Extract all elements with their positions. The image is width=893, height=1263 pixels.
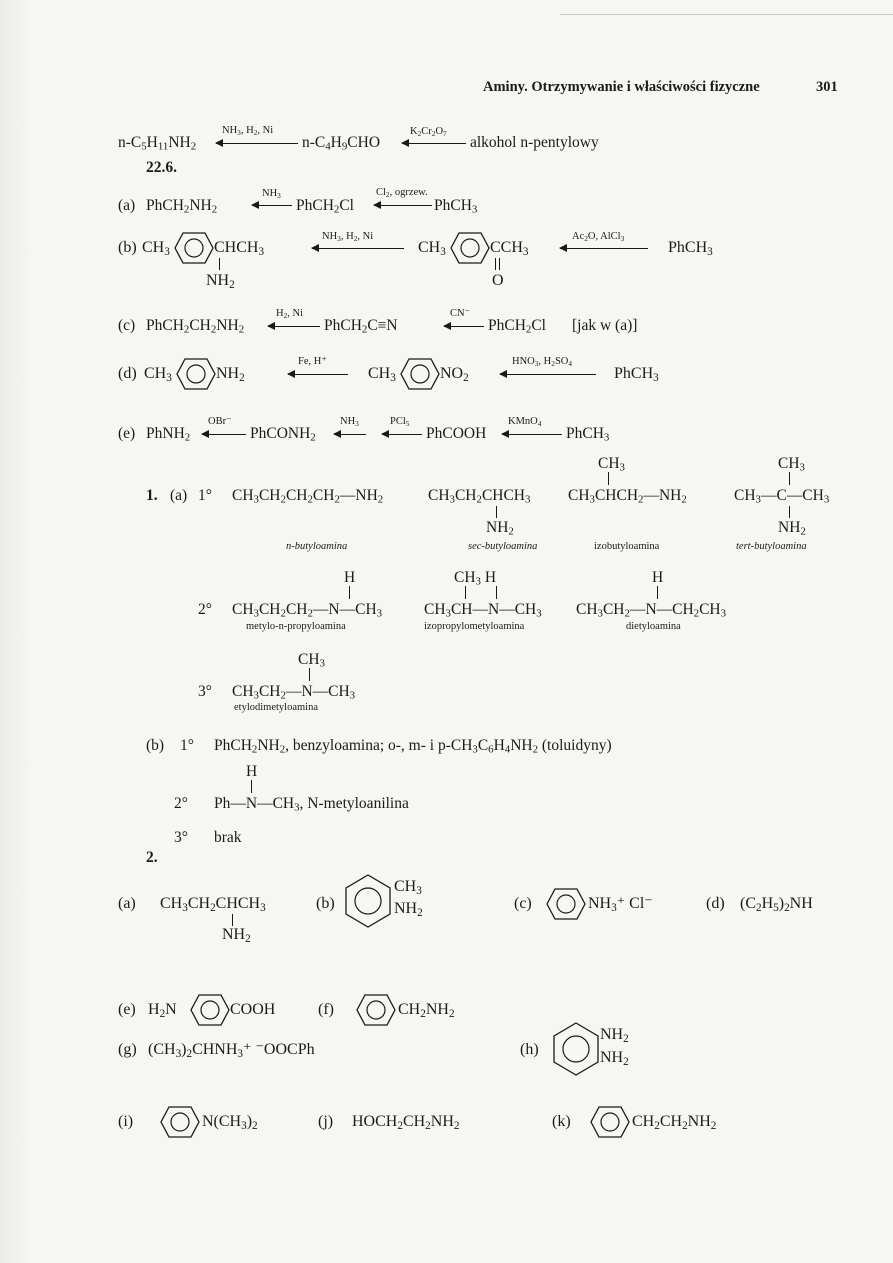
q2-number: 2. <box>146 849 158 866</box>
eq-top-reagent-1: $NH_3$, $H_2$, Ni <box>222 125 274 137</box>
q1-b-primary-degree: 1° <box>180 737 194 754</box>
q1-p1-formula: $CH_3CH_2CH_2CH_2—NH_2$ <box>232 487 384 506</box>
syn-e-reagent-4: KMnO$_4$ <box>508 416 542 428</box>
q1-t1-formula: $CH_3CH_2—N—CH_3$ <box>232 683 356 702</box>
syn-e-product: PhNH$_2$ <box>146 425 191 444</box>
benzene-ring-icon <box>176 358 216 390</box>
q1-b-primary-text: $PhCH_2NH_2$, benzyloamina; o-, m- i $p-CH_3C_6H_4NH_2$ (toluidyny) <box>214 737 612 756</box>
syn-d-tag: (d) <box>118 365 137 382</box>
syn-e-start: PhCH$_3$ <box>566 425 610 444</box>
syn-b-start: PhCH$_3$ <box>668 239 713 258</box>
syn-e-reagent-3: PCl$_5$ <box>390 416 410 428</box>
benzene-ring-icon <box>552 1022 600 1076</box>
section-22-6: 22.6. <box>146 159 177 176</box>
q2-a-tag: (a) <box>118 895 136 912</box>
q2-b-tag: (b) <box>316 895 335 912</box>
q1-p3-name: izobutyloamina <box>594 541 660 552</box>
q1-s2-formula: $CH_3CH—N—CH_3$ <box>424 601 542 620</box>
benzene-ring-icon <box>400 358 440 390</box>
q1-p3-formula: $CH_3CHCH_2—NH_2$ <box>568 487 687 506</box>
q1-p4-bond-bottom <box>789 506 790 518</box>
syn-b-carbonyl-bond-2 <box>499 258 500 270</box>
syn-a-product: $PhCH_2NH_2$ <box>146 197 218 216</box>
syn-b-arrow-2 <box>560 248 648 249</box>
syn-b-mid-ch3: $CH_3$ <box>418 239 446 258</box>
syn-c-tag: (c) <box>118 317 136 334</box>
q1-s1-bond <box>349 586 350 599</box>
syn-a-tag: (a) <box>118 197 136 214</box>
q1-b-secondary-text: $Ph—N—CH_3$, N-metyloanilina <box>214 795 409 814</box>
q2-j-tag: (j) <box>318 1113 334 1130</box>
syn-c-arrow-2 <box>444 326 484 327</box>
eq-top-product: $n-C_5H_{11}NH_2$ <box>118 134 197 153</box>
q2-e-tag: (e) <box>118 1001 136 1018</box>
q2-a-bond <box>232 914 233 926</box>
q2-k-chain: $CH_2CH_2NH_2$ <box>632 1113 717 1132</box>
q1-a-tag: (a) <box>170 487 188 504</box>
q2-h-tag: (h) <box>520 1041 539 1058</box>
syn-c-product: $PhCH_2CH_2NH_2$ <box>146 317 245 336</box>
q1-p4-nh2: $NH_2$ <box>778 519 806 538</box>
q2-g-tag: (g) <box>118 1041 137 1058</box>
syn-a-mid: PhCH$_2$Cl <box>296 197 354 216</box>
q1-p4-name: tert-butyloamina <box>736 541 807 552</box>
q2-b-ch3: $CH_3$ <box>394 878 422 897</box>
syn-d-mid-ch3: $CH_3$ <box>368 365 396 384</box>
syn-c-reagent-1: $H_2$, Ni <box>276 308 304 320</box>
syn-c-note: [jak w (a)] <box>572 317 638 334</box>
q2-f-tag: (f) <box>318 1001 334 1018</box>
q1-number: 1. <box>146 487 158 504</box>
q1-s2-bond-2 <box>496 586 497 599</box>
syn-e-arrow-1 <box>202 434 246 435</box>
eq-top-arrow-1 <box>216 143 298 144</box>
benzene-ring-icon <box>450 232 490 264</box>
q1-p2-nh2: $NH_2$ <box>486 519 514 538</box>
syn-a-arrow-2 <box>374 205 432 206</box>
q1-s2-name: izopropylometyloamina <box>424 621 525 632</box>
q1-primary-degree: 1° <box>198 487 212 504</box>
q1-s2-top: $CH_3$ H <box>454 569 497 588</box>
syn-e-reagent-2: $NH_3$ <box>340 416 359 428</box>
scan-edge-line <box>560 14 893 15</box>
syn-d-reagent-1: Fe, H⁺ <box>298 356 327 367</box>
q2-h-nh2-1: $NH_2$ <box>600 1026 629 1045</box>
syn-a-arrow-1 <box>252 205 292 206</box>
syn-a-start: PhCH$_3$ <box>434 197 478 216</box>
q2-e-h2n: $H_2N$ <box>148 1001 177 1020</box>
syn-d-reagent-2: $HNO_3$, $H_2SO_4$ <box>512 356 573 368</box>
syn-d-arrow-2 <box>500 374 596 375</box>
q1-t1-ch3: $CH_3$ <box>298 651 325 670</box>
q2-c-tag: (c) <box>514 895 532 912</box>
syn-d-left-ch3: $CH_3$ <box>144 365 172 384</box>
q2-b-nh2: $NH_2$ <box>394 900 423 919</box>
q1-b-tag: (b) <box>146 737 165 754</box>
syn-b-left-bond <box>219 258 220 270</box>
syn-b-reagent-1: $NH_3$, $H_2$, Ni <box>322 231 374 243</box>
q1-b-tertiary-text: brak <box>214 829 242 846</box>
syn-b-carbonyl-bond-1 <box>495 258 496 270</box>
q1-p1-name: n-butyloamina <box>286 541 348 552</box>
q1-s3-h: H <box>652 569 664 586</box>
syn-e-arrow-2 <box>334 434 366 435</box>
q2-f-ch2nh2: $CH_2NH_2$ <box>398 1001 455 1020</box>
syn-e-tag: (e) <box>118 425 136 442</box>
q1-b-secondary-h: H <box>246 763 258 780</box>
eq-top-start: alkohol n-pentylowy <box>470 134 599 151</box>
eq-top-arrow-2 <box>402 143 466 144</box>
benzene-ring-icon <box>190 994 230 1026</box>
benzene-ring-icon <box>174 232 214 264</box>
q2-a-nh2: $NH_2$ <box>222 926 251 945</box>
syn-c-arrow-1 <box>268 326 320 327</box>
page-binding-shadow <box>0 0 34 1263</box>
q1-p4-ch3: $CH_3$ <box>778 455 805 474</box>
q1-p2-bond <box>496 506 497 518</box>
q2-i-nme2: $N(CH_3)_2$ <box>202 1113 258 1132</box>
benzene-ring-icon <box>590 1106 630 1138</box>
q2-h-nh2-2: $NH_2$ <box>600 1049 629 1068</box>
q2-k-tag: (k) <box>552 1113 571 1130</box>
q1-s1-formula: $CH_3CH_2CH_2—N—CH_3$ <box>232 601 383 620</box>
benzene-ring-icon <box>160 1106 200 1138</box>
q2-i-tag: (i) <box>118 1113 134 1130</box>
syn-c-start: PhCH$_2$Cl <box>488 317 546 336</box>
syn-b-left-chch3: $CHCH_3$ <box>214 239 265 258</box>
syn-e-mid-1: PhCONH$_2$ <box>250 425 316 444</box>
q1-p4-formula: $CH_3—C—CH_3$ <box>734 487 830 506</box>
syn-b-reagent-2: $Ac_2O$, AlCl$_3$ <box>572 231 625 243</box>
benzene-ring-icon <box>344 874 392 928</box>
q1-p2-formula: $CH_3CH_2CHCH_3$ <box>428 487 531 506</box>
q1-b-tertiary-degree: 3° <box>174 829 188 846</box>
q2-a-formula: $CH_3CH_2CHCH_3$ <box>160 895 266 914</box>
syn-b-mid-o: O <box>492 272 504 289</box>
syn-c-reagent-2: CN⁻ <box>450 308 471 319</box>
q1-s1-h: H <box>344 569 356 586</box>
running-header-title: Aminy. Otrzymywanie i właściwości fizyczne <box>483 79 760 95</box>
syn-b-arrow-1 <box>312 248 404 249</box>
benzene-ring-icon <box>356 994 396 1026</box>
syn-d-mid-no2: $NO_2$ <box>440 365 469 384</box>
q1-p3-bond <box>608 472 609 485</box>
q1-s3-formula: $CH_3CH_2—N—CH_2CH_3$ <box>576 601 727 620</box>
q1-p3-ch3: $CH_3$ <box>598 455 625 474</box>
q1-tertiary-degree: 3° <box>198 683 212 700</box>
syn-b-mid-cch3: $CCH_3$ <box>490 239 529 258</box>
q1-p2-name: sec-butyloamina <box>468 541 538 552</box>
eq-top-reagent-2: $K_2Cr_2O_7$ <box>410 126 447 138</box>
page-number: 301 <box>816 79 838 95</box>
q1-b-secondary-bond <box>251 780 252 793</box>
q1-s2-bond-1 <box>465 586 466 599</box>
benzene-ring-icon <box>546 888 586 920</box>
syn-a-reagent-1: $NH_3$ <box>262 188 281 200</box>
syn-b-left-ch3: $CH_3$ <box>142 239 170 258</box>
q1-p4-bond-top <box>789 472 790 485</box>
q2-c-salt: $NH_3^+$ Cl⁻ <box>588 895 653 914</box>
syn-c-mid: PhCH$_2$C≡N <box>324 317 398 336</box>
q2-d-formula: $(C_2H_5)_2NH$ <box>740 895 813 914</box>
q1-b-secondary-degree: 2° <box>174 795 188 812</box>
syn-d-left-nh2: $NH_2$ <box>216 365 245 384</box>
q1-t1-bond <box>309 668 310 681</box>
syn-b-tag: (b) <box>118 239 137 256</box>
q1-t1-name: etylodimetyloamina <box>234 702 318 713</box>
q2-j-formula: $HOCH_2CH_2NH_2$ <box>352 1113 460 1132</box>
q2-d-tag: (d) <box>706 895 725 912</box>
syn-e-mid-2: PhCOOH <box>426 425 487 442</box>
q1-s1-name: metylo-n-propyloamina <box>246 621 346 632</box>
eq-top-mid: $n-C_4H_9CHO$ <box>302 134 381 153</box>
q1-s3-name: dietyloamina <box>626 621 681 632</box>
syn-d-arrow-1 <box>288 374 348 375</box>
syn-e-arrow-3 <box>382 434 422 435</box>
syn-b-left-nh2: $NH_2$ <box>206 272 235 291</box>
syn-a-reagent-2: $Cl_2$, ogrzew. <box>376 187 428 199</box>
syn-e-reagent-1: OBr⁻ <box>208 416 232 427</box>
q1-s3-bond <box>657 586 658 599</box>
q2-e-cooh: COOH <box>230 1001 276 1018</box>
q1-secondary-degree: 2° <box>198 601 212 618</box>
syn-d-start: PhCH$_3$ <box>614 365 659 384</box>
syn-e-arrow-4 <box>502 434 562 435</box>
q2-g-formula: $(CH_3)_2CHNH_3^+$ ⁻OOCPh <box>148 1041 315 1060</box>
